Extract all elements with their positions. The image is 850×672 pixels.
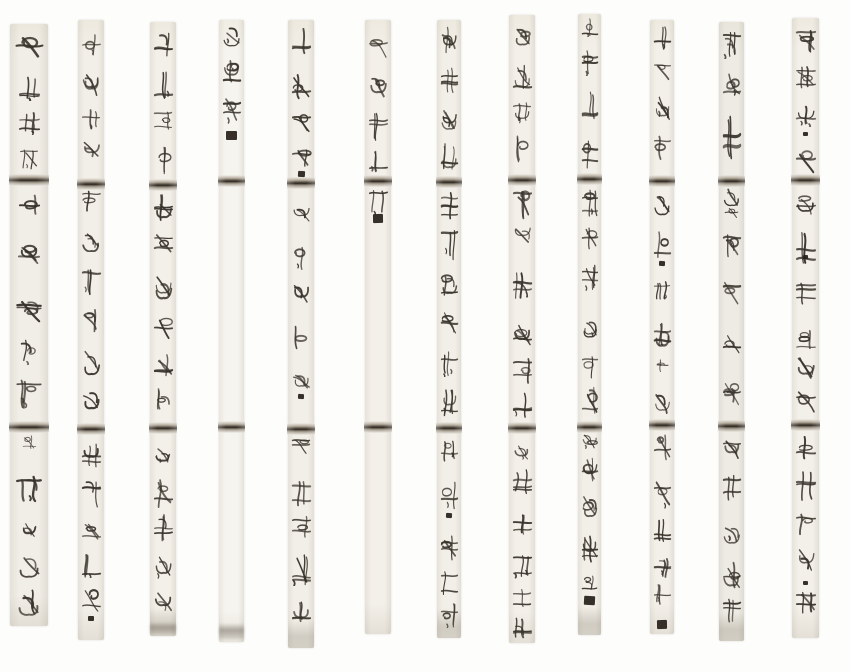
seal-script-glyph (81, 442, 102, 468)
seal-script-glyph (653, 433, 672, 461)
seal-script-glyph (581, 140, 599, 170)
binding-cord-mark (364, 175, 392, 187)
seal-script-glyph (18, 110, 41, 135)
reading-mark (88, 616, 94, 621)
seal-script-glyph (722, 379, 742, 409)
seal-script-glyph (153, 551, 174, 581)
binding-cord-mark (77, 423, 105, 435)
seal-script-glyph (512, 271, 533, 301)
seal-script-glyph (653, 229, 672, 261)
seal-script-glyph (153, 31, 174, 59)
reading-mark (446, 513, 452, 518)
seal-script-glyph (81, 587, 102, 617)
binding-cord-mark (9, 421, 49, 433)
seal-script-glyph (795, 589, 817, 615)
seal-script-glyph (16, 551, 42, 579)
seal-script-glyph (581, 535, 599, 563)
strip-foot-shade (578, 607, 601, 635)
seal-script-glyph (722, 331, 742, 357)
seal-script-glyph (653, 557, 672, 579)
bamboo-slip (288, 20, 314, 648)
bamboo-slip (509, 15, 535, 643)
binding-cord-mark (508, 422, 536, 434)
seal-script-glyph (722, 31, 742, 59)
seal-script-glyph (153, 109, 173, 131)
bamboo-slip (150, 22, 176, 636)
seal-script-glyph (153, 316, 174, 342)
seal-script-glyph (291, 323, 312, 351)
seal-script-glyph (291, 367, 312, 393)
seal-script-glyph (440, 273, 459, 297)
seal-script-glyph (722, 437, 742, 463)
reading-mark (298, 394, 304, 399)
seal-script-glyph (512, 63, 533, 91)
binding-cord-mark (577, 421, 602, 433)
seal-script-glyph (581, 90, 599, 120)
seal-script-glyph (581, 17, 599, 37)
binding-cord-mark (577, 173, 602, 185)
reading-mark (226, 131, 237, 140)
seal-script-glyph (291, 201, 312, 225)
binding-cord-mark (149, 422, 177, 434)
seal-script-glyph (513, 442, 531, 462)
seal-script-glyph (581, 263, 599, 291)
seal-script-glyph (512, 188, 533, 220)
seal-script-glyph (291, 434, 311, 456)
seal-script-glyph (81, 188, 102, 214)
seal-script-glyph (581, 574, 598, 592)
seal-script-glyph (153, 145, 174, 175)
strip-foot-shade (719, 613, 744, 641)
binding-cord-mark (287, 177, 315, 189)
seal-script-glyph (18, 76, 41, 101)
seal-script-glyph (722, 473, 742, 501)
seal-script-glyph (15, 379, 43, 409)
seal-script-glyph (81, 386, 102, 414)
seal-script-glyph (81, 478, 102, 508)
binding-cord-mark (218, 421, 245, 433)
seal-script-glyph (653, 391, 672, 417)
ink-smudge (219, 623, 244, 639)
seal-script-glyph (512, 469, 533, 495)
binding-cord-mark (436, 176, 462, 188)
seal-script-glyph (653, 583, 672, 605)
seal-script-glyph (440, 143, 459, 171)
seal-script-glyph (368, 112, 389, 142)
reading-mark (803, 255, 808, 259)
seal-script-glyph (512, 615, 533, 641)
seal-script-glyph (512, 511, 533, 537)
bamboo-slip (10, 24, 48, 626)
seal-script-glyph (291, 109, 312, 137)
seal-script-glyph (722, 519, 742, 545)
seal-script-glyph (440, 26, 459, 54)
seal-script-glyph (795, 280, 817, 308)
seal-script-glyph (291, 554, 312, 586)
seal-script-glyph (722, 561, 742, 591)
seal-script-glyph (81, 346, 102, 376)
seal-script-glyph (222, 24, 242, 48)
strip-foot-shade (150, 608, 176, 636)
seal-script-glyph (653, 61, 672, 83)
binding-cord-mark (77, 178, 105, 190)
seal-script-glyph (795, 65, 817, 89)
seal-script-glyph (154, 445, 172, 465)
seal-script-glyph (653, 189, 672, 217)
seal-script-glyph (512, 102, 532, 124)
seal-script-glyph (581, 48, 599, 76)
reading-mark (298, 171, 305, 177)
seal-script-glyph (291, 514, 312, 540)
reading-mark (803, 132, 808, 136)
seal-script-glyph (656, 359, 669, 373)
seal-script-glyph (440, 308, 459, 336)
seal-script-glyph (368, 148, 389, 174)
seal-script-glyph (581, 494, 599, 520)
bamboo-slip (219, 20, 244, 642)
seal-script-glyph (722, 231, 742, 261)
seal-script-glyph (722, 115, 742, 161)
strip-foot-shade (437, 610, 461, 638)
seal-script-glyph (81, 267, 102, 297)
seal-script-glyph (440, 190, 459, 220)
seal-script-glyph (291, 481, 312, 507)
seal-script-glyph (512, 22, 533, 48)
seal-script-glyph (153, 230, 174, 256)
seal-script-glyph (15, 475, 43, 505)
seal-script-glyph (81, 518, 102, 542)
seal-script-glyph (81, 308, 102, 334)
seal-script-glyph (581, 226, 599, 250)
seal-script-glyph (512, 133, 533, 163)
seal-script-glyph (724, 204, 739, 220)
binding-cord-mark (508, 174, 536, 186)
seal-script-glyph (153, 351, 174, 379)
bamboo-slip (437, 20, 461, 638)
seal-script-glyph (368, 74, 389, 102)
seal-script-glyph (581, 457, 599, 485)
seal-script-glyph (795, 436, 817, 462)
reading-mark (584, 596, 595, 606)
seal-script-glyph (222, 94, 242, 126)
seal-script-glyph (581, 385, 599, 415)
seal-script-glyph (81, 552, 102, 578)
seal-script-glyph (512, 553, 533, 579)
seal-script-glyph (440, 227, 459, 261)
binding-cord-mark (9, 174, 49, 186)
seal-script-glyph (291, 146, 312, 170)
seal-script-glyph (15, 586, 43, 616)
seal-script-glyph (795, 103, 817, 127)
seal-script-glyph (15, 295, 43, 325)
seal-script-glyph (81, 69, 102, 99)
seal-script-glyph (795, 545, 817, 575)
seal-script-glyph (653, 320, 672, 350)
seal-script-glyph (653, 132, 672, 160)
seal-script-glyph (440, 389, 459, 417)
seal-script-glyph (20, 519, 38, 539)
binding-cord-mark (718, 175, 745, 187)
seal-script-glyph (512, 588, 532, 610)
seal-script-glyph (653, 281, 671, 301)
seal-script-glyph (795, 230, 817, 266)
bamboo-slip (719, 22, 744, 641)
seal-script-glyph (440, 438, 459, 462)
seal-script-glyph (512, 358, 533, 384)
seal-script-glyph (581, 187, 599, 217)
seal-script-glyph (18, 193, 41, 218)
seal-script-glyph (17, 339, 41, 365)
binding-cord-mark (649, 175, 675, 187)
reading-mark (659, 261, 665, 266)
reading-mark (373, 214, 383, 223)
seal-script-glyph (440, 568, 459, 596)
binding-cord-mark (364, 421, 392, 433)
seal-script-glyph (795, 355, 817, 381)
binding-cord-mark (649, 419, 675, 431)
seal-script-glyph (795, 147, 817, 177)
seal-script-glyph (291, 278, 312, 308)
seal-script-glyph (153, 270, 174, 302)
bamboo-slip (578, 14, 601, 635)
seal-script-glyph (795, 471, 817, 501)
seal-script-glyph (653, 93, 672, 123)
seal-script-glyph (81, 31, 102, 59)
binding-cord-mark (287, 423, 315, 435)
binding-cord-mark (718, 420, 745, 432)
seal-script-glyph (512, 320, 533, 348)
seal-script-glyph (440, 478, 459, 510)
seal-script-glyph (653, 24, 672, 50)
bamboo-slip (78, 20, 104, 640)
seal-script-glyph (581, 355, 599, 379)
seal-script-glyph (440, 107, 459, 133)
seal-script-glyph (795, 512, 817, 536)
seal-script-glyph (153, 479, 174, 509)
binding-cord-mark (436, 422, 462, 434)
seal-script-glyph (512, 391, 533, 421)
bamboo-slip (792, 18, 819, 638)
seal-script-glyph (153, 514, 174, 542)
seal-script-glyph (653, 479, 672, 509)
seal-script-glyph (795, 27, 817, 53)
seal-script-glyph (222, 56, 242, 86)
seal-script-glyph (291, 28, 312, 58)
seal-script-glyph (14, 28, 45, 62)
seal-script-glyph (22, 435, 37, 451)
seal-script-glyph (368, 189, 389, 215)
seal-script-glyph (440, 351, 459, 377)
seal-script-glyph (722, 70, 742, 100)
seal-script-glyph (81, 108, 101, 130)
seal-script-glyph (153, 388, 173, 410)
seal-script-glyph (368, 30, 389, 62)
seal-script-glyph (291, 245, 312, 271)
seal-script-glyph (81, 137, 102, 161)
seal-script-glyph (581, 314, 599, 338)
seal-script-glyph (153, 194, 174, 222)
seal-script-glyph (512, 222, 533, 246)
seal-script-glyph (440, 66, 459, 94)
bamboo-slip (650, 20, 674, 634)
seal-script-glyph (17, 240, 41, 266)
seal-script-glyph (653, 518, 672, 544)
reading-mark (657, 620, 667, 629)
reading-mark (803, 581, 808, 585)
seal-script-glyph (722, 278, 742, 310)
binding-cord-mark (791, 174, 820, 186)
binding-cord-mark (149, 179, 177, 191)
seal-script-glyph (153, 70, 174, 100)
seal-script-glyph (795, 327, 817, 351)
seal-script-glyph (440, 535, 459, 561)
seal-script-glyph (291, 74, 312, 102)
binding-cord-mark (218, 175, 245, 187)
binding-cord-mark (791, 419, 820, 431)
bamboo-slip (365, 20, 391, 634)
seal-script-glyph (795, 191, 817, 217)
seal-script-glyph (19, 148, 39, 170)
strip-foot-shade (288, 620, 314, 648)
seal-script-glyph (795, 385, 817, 415)
seal-script-glyph (81, 226, 102, 252)
seal-script-glyph (581, 432, 599, 452)
